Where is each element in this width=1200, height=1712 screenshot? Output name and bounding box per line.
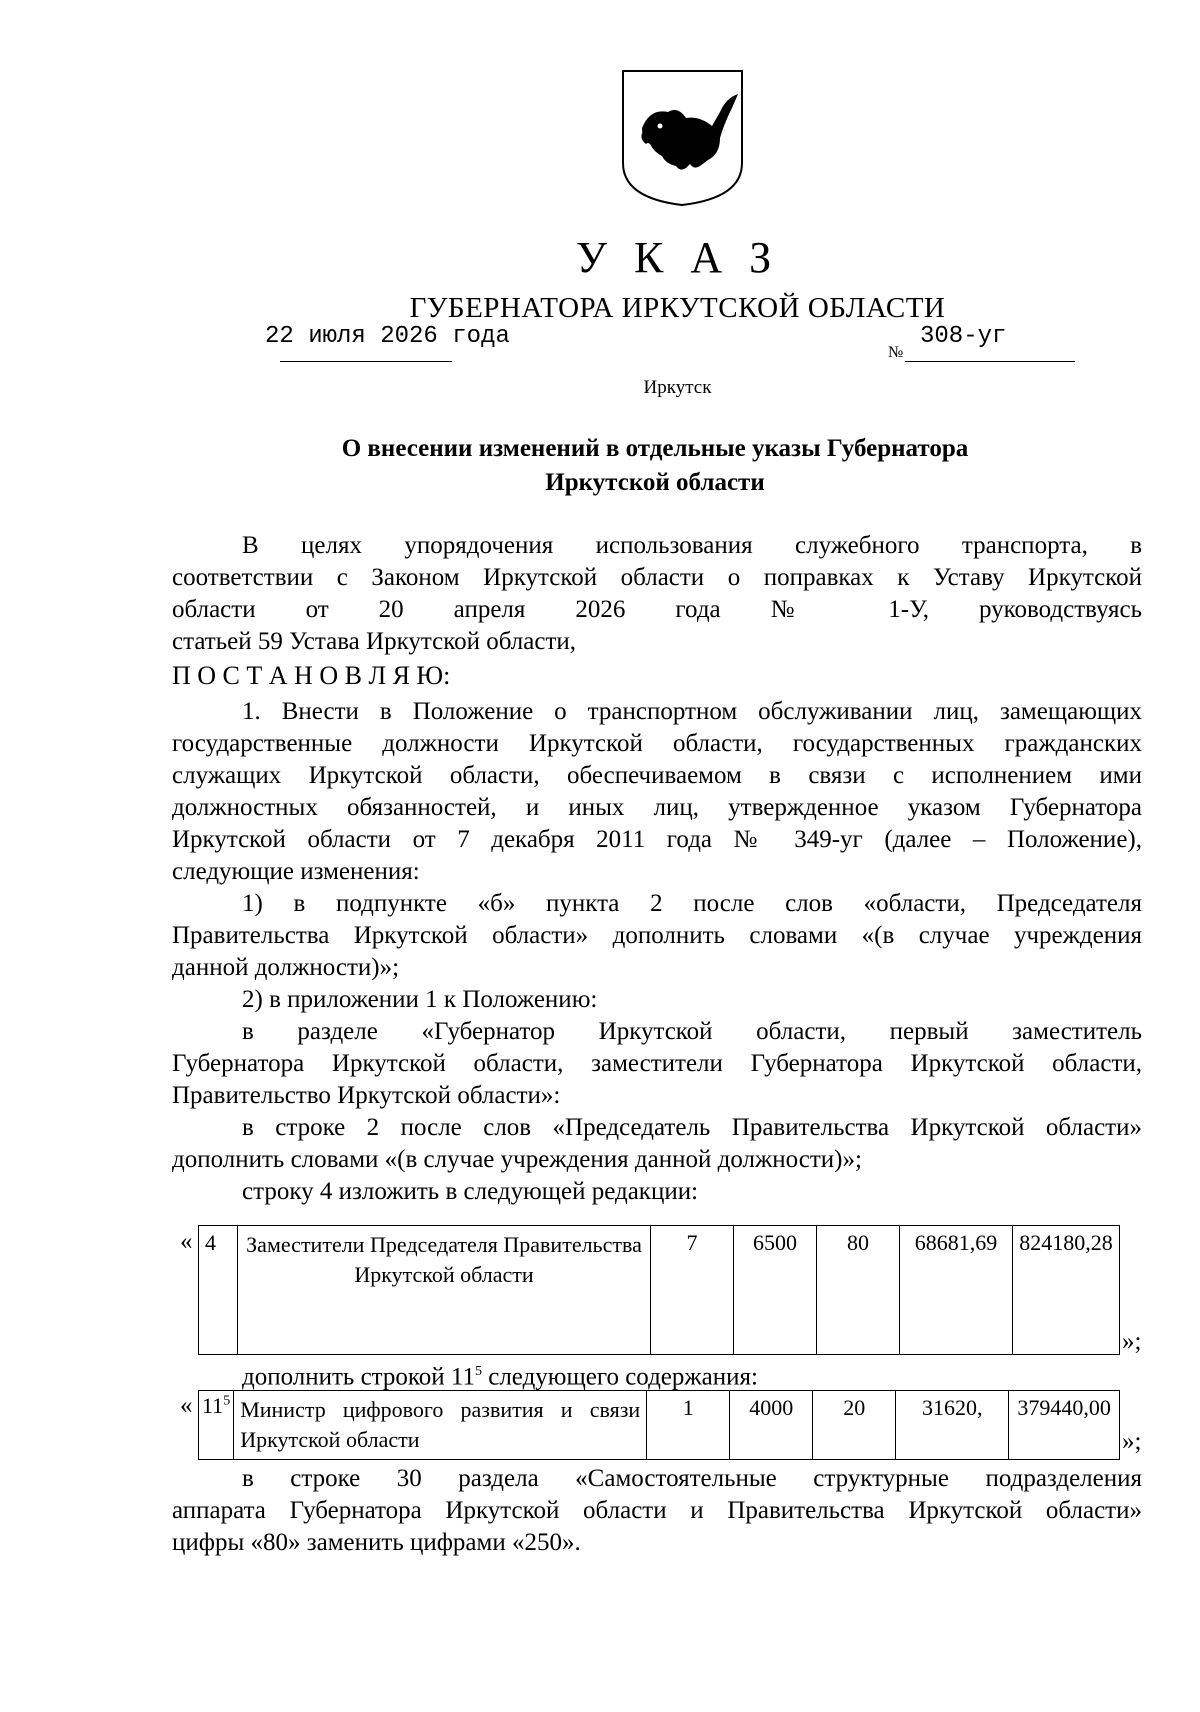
document-title: У К А З xyxy=(575,233,780,282)
table2-num-sup: 5 xyxy=(223,1393,231,1409)
add-row-text xyxy=(242,1356,942,1393)
table2-cell-value-d: 379440,00 xyxy=(1009,1391,1120,1460)
document-heading xyxy=(0,432,1200,500)
item-1 xyxy=(172,696,1142,1208)
add-row-sup: 5 xyxy=(474,1364,482,1379)
decree-word: П О С Т А Н О В Л Я Ю: xyxy=(172,661,451,690)
item1-line-1: 1. Внести в Положение о транспортном обслуживании лиц, замещающих xyxy=(242,698,1142,725)
table2-cell-count: 1 xyxy=(647,1391,730,1460)
table2-open-quote: « xyxy=(180,1392,193,1419)
sub1-line-2: Правительства Иркутской области» дополнить словами «(в случае учреждения xyxy=(172,922,1142,949)
sub2-line-7: строку 4 изложить в следующей редакции: xyxy=(242,1178,699,1205)
preamble-line-1: В целях упорядочения использования служебного транспорта, в xyxy=(242,532,1142,559)
heading-line-1: О внесении изменений в отдельные указы Губернатора xyxy=(341,435,969,462)
sub2-line-2: в разделе «Губернатор Иркутской области, первый заместитель xyxy=(242,1018,1142,1045)
table2-num: 11 xyxy=(202,1393,224,1418)
number-sign: № xyxy=(888,344,904,361)
add-row-pre: дополнить строкой 11 xyxy=(242,1363,475,1391)
table2-cell-name: Министр цифрового развития и связи Иркутской области xyxy=(234,1391,647,1460)
preamble xyxy=(172,530,1142,658)
sub2-line-5: в строке 2 после слов «Председатель Правительства Иркутской области» xyxy=(242,1114,1142,1141)
item1-line-6: следующие изменения: xyxy=(172,858,420,885)
heading-line-2: Иркутской области xyxy=(545,469,765,496)
table1-cell-value-a: 6500 xyxy=(734,1226,817,1355)
final-line-1: в строке 30 раздела «Самостоятельные структурные подразделения xyxy=(242,1465,1142,1492)
table2-cell-num xyxy=(199,1391,234,1460)
sub2-line-3: Губернатора Иркутской области, заместители Губернатора Иркутской области, xyxy=(172,1050,1142,1077)
sub1-line-1: 1) в подпункте «б» пункта 2 после слов «области, Председателя xyxy=(242,890,1142,917)
sub2-line-4: Правительство Иркутской области»: xyxy=(172,1082,561,1109)
item1-line-3: служащих Иркутской области, обеспечиваемом в связи с исполнением ими xyxy=(172,762,1142,789)
add-row-post: следующего содержания: xyxy=(481,1363,758,1391)
document-subtitle: ГУБЕРНАТОРА ИРКУТСКОЙ ОБЛАСТИ xyxy=(409,292,946,324)
preamble-line-4: статьей 59 Устава Иркутской области, xyxy=(172,628,577,655)
final-line-3: цифры «80» заменить цифрами «250». xyxy=(172,1529,581,1556)
table1-close-quote: »; xyxy=(1122,1328,1142,1355)
table1-cell-name: Заместители Председателя Правительства Иркутской области xyxy=(238,1226,651,1355)
document-date: 22 июля 2026 года xyxy=(265,323,510,350)
number-underline xyxy=(905,361,1075,362)
table1-cell-num: 4 xyxy=(199,1226,238,1355)
table1-cell-value-c: 68681,69 xyxy=(900,1226,1013,1355)
table1-open-quote: « xyxy=(180,1228,193,1255)
table-row-4 xyxy=(198,1225,1120,1355)
table-row xyxy=(199,1226,1120,1355)
preamble-line-2: соответствии с Законом Иркутской области о поправках к Уставу Иркутской xyxy=(172,564,1142,591)
table2-close-quote: »; xyxy=(1122,1428,1142,1455)
document-city: Иркутск xyxy=(643,377,712,398)
final-line-2: аппарата Губернатора Иркутской области и Правительства Иркутской области» xyxy=(172,1497,1142,1524)
item1-line-5: Иркутской области от 7 декабря 2011 года № 349-уг (далее – Положение), xyxy=(172,826,1142,853)
table2-cell-value-b: 20 xyxy=(813,1391,896,1460)
sub1-line-3: данной должности)»; xyxy=(172,954,400,981)
date-underline xyxy=(280,361,452,362)
table2-cell-value-a: 4000 xyxy=(730,1391,813,1460)
table-row-11-5 xyxy=(198,1390,1120,1460)
sub2-line-1: 2) в приложении 1 к Положению: xyxy=(242,986,598,1013)
item1-line-2: государственные должности Иркутской области, государственных гражданских xyxy=(172,730,1142,757)
final-paragraph xyxy=(172,1463,1142,1559)
sub2-line-6: дополнить словами «(в случае учреждения данной должности)»; xyxy=(172,1146,862,1173)
table1-cell-value-d: 824180,28 xyxy=(1013,1226,1120,1355)
table2-cell-value-c: 31620, xyxy=(896,1391,1009,1460)
table1-cell-value-b: 80 xyxy=(817,1226,900,1355)
table1-cell-count: 7 xyxy=(651,1226,734,1355)
document-number: 308-уг xyxy=(920,323,1007,350)
item1-line-4: должностных обязанностей, и иных лиц, утвержденное указом Губернатора xyxy=(172,794,1142,821)
table-row xyxy=(199,1391,1120,1460)
coat-of-arms-emblem xyxy=(620,68,745,208)
preamble-line-3: области от 20 апреля 2026 года № 1-У, руководствуясь xyxy=(172,596,1142,623)
